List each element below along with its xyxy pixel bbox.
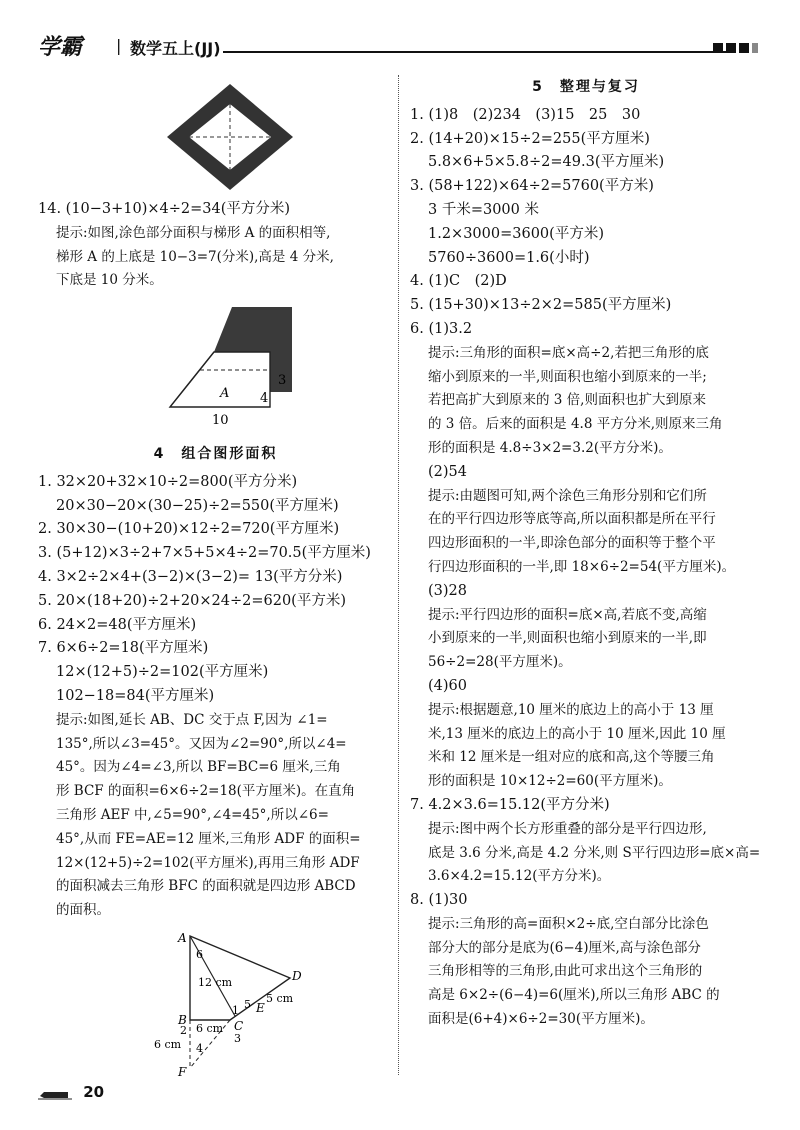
hint-line: 提示:三角形的高=面积×2÷底,空白部分比涂色 [428, 915, 709, 932]
label-angle-1: 1 [232, 1004, 239, 1017]
right-column [410, 70, 762, 1032]
label-C: C [234, 1019, 244, 1033]
answer-line: 6. 24×2=48(平方厘米) [38, 616, 197, 633]
answer-line: 6. (1)3.2 [410, 320, 473, 337]
q7-hint-line: 三角形 AEF 中,∠5=90°,∠4=45°,所以∠6= [56, 806, 329, 823]
hint-line: 缩小到原来的一半,则面积也缩小到原来的一半; [428, 368, 707, 385]
label-B: B [178, 1013, 187, 1027]
label-D: D [292, 969, 302, 983]
hint-line: 高是 6×2÷(6−4)=6(厘米),所以三角形 ABC 的 [428, 987, 720, 1004]
answer-line: (4)60 [428, 677, 467, 694]
label-angle-3: 3 [234, 1032, 241, 1045]
page-number: 20 [83, 1083, 105, 1101]
q7-hint-line: 形 BCF 的面积=6×6÷2=18(平方厘米)。在直角 [56, 783, 356, 800]
answer-line: 2. 30×30−(10+20)×12÷2=720(平方厘米) [38, 521, 340, 538]
answer-line: 5760÷3600=1.6(小时) [428, 249, 590, 266]
hint-line: 行四边形面积的一半,即 18×6÷2=54(平方厘米)。 [428, 558, 736, 575]
hint-line: 米,13 厘米的底边上的高小于 10 厘米,因此 10 厘 [428, 725, 726, 742]
answer-line: 1.2×3000=3600(平方米) [428, 225, 604, 242]
hint-line: 提示:由题图可知,两个涂色三角形分别和它们所 [428, 487, 707, 504]
answer-line: 3. (58+122)×64÷2=5760(平方米) [410, 178, 654, 195]
hint-line: 面积是(6+4)×6÷2=30(平方厘米)。 [428, 1011, 654, 1028]
book-title: 数学五上(JJ) [130, 39, 221, 58]
right-items [410, 104, 762, 1032]
hint-line: 56÷2=28(平方厘米)。 [428, 654, 572, 671]
answer-line: 8. (1)30 [410, 892, 468, 909]
q7-hint-line: 提示:如图,延长 AB、DC 交于点 F,因为 ∠1= [56, 711, 328, 728]
label-3: 3 [278, 373, 287, 388]
label-angle-4: 4 [196, 1042, 203, 1055]
hint-line: 部分大的部分是底为(6−4)厘米,高与涂色部分 [428, 939, 701, 956]
answer-line: 5. (15+30)×13÷2×2=585(平方厘米) [410, 297, 672, 314]
answer-line: 7. 4.2×3.6=15.12(平方分米) [410, 796, 610, 813]
label-F: F [178, 1065, 187, 1078]
hint-line: 底是 3.6 分米,高是 4.2 分米,则 S平行四边形=底×高= [428, 844, 761, 861]
answer-line: (3)28 [428, 582, 467, 599]
label-12cm: 12 cm [198, 976, 233, 989]
q7-hint-line: 135°,所以∠3=45°。又因为∠2=90°,所以∠4= [56, 735, 347, 752]
figure-trapezoid [160, 302, 310, 432]
q14-hint-line: 提示:如图,涂色部分面积与梯形 A 的面积相等, [56, 224, 331, 241]
label-angle-6: 6 [196, 948, 203, 961]
left-column-main [38, 437, 393, 923]
hint-line: 在的平行四边形等底等高,所以面积都是所在平行 [428, 511, 716, 528]
hint-line: 小到原来的一半,则面积也缩小到原来的一半,即 [428, 630, 707, 647]
header-separator: | [116, 36, 122, 55]
hint-line: 提示:根据题意,10 厘米的底边上的高小于 13 厘 [428, 701, 714, 718]
q7-hint-line: 的面积减去三角形 BFC 的面积就是四边形 ABCD [56, 878, 356, 895]
header-blocks [713, 43, 758, 53]
answer-line: 3. (5+12)×3÷2+7×5+5×4÷2=70.5(平方厘米) [38, 545, 371, 562]
hint-line: 3.6×4.2=15.12(平方分米)。 [428, 868, 611, 885]
label-6cm-bf: 6 cm [154, 1038, 182, 1051]
answer-line: 5.8×6+5×5.8÷2=49.3(平方厘米) [428, 154, 665, 171]
answer-line: 1. (1)8 (2)234 (3)15 25 30 [410, 106, 641, 123]
column-divider [398, 75, 399, 1075]
answer-line: 3 千米=3000 米 [428, 201, 539, 218]
answer-line: 12×(12+5)÷2=102(平方厘米) [56, 664, 269, 681]
label-5cm: 5 cm [266, 992, 294, 1005]
hint-line: 三角形相等的三角形,由此可求出这个三角形的 [428, 963, 703, 980]
hint-line: 提示:平行四边形的面积=底×高,若底不变,高缩 [428, 606, 707, 623]
q7-hint-line: 45°。因为∠4=∠3,所以 BF=BC=6 厘米,三角 [56, 759, 341, 776]
label-angle-5: 5 [244, 998, 251, 1011]
label-E: E [256, 1001, 265, 1015]
q14-hint-line: 下底是 10 分米。 [56, 272, 163, 289]
section-5-title: 5 整理与复习 [532, 79, 640, 95]
hint-line: 提示:三角形的面积=底×高÷2,若把三角形的底 [428, 344, 709, 361]
q7-hint-line: 12×(12+5)÷2=102(平方厘米),再用三角形 ADF [56, 854, 360, 871]
label-a: A [220, 386, 230, 401]
figure-quadrilateral [150, 928, 310, 1078]
hint-line: 形的面积是 4.8÷3×2=3.2(平方分米)。 [428, 439, 672, 456]
answer-line: 5. 20×(18+20)÷2+20×24÷2=620(平方米) [38, 592, 346, 609]
q14-answer: 14. (10−3+10)×4÷2=34(平方分米) [38, 201, 291, 217]
pencil-icon [38, 1086, 72, 1100]
label-4: 4 [260, 391, 269, 406]
hint-line: 米和 12 厘米是一组对应的底和高,这个等腰三角 [428, 749, 715, 766]
answer-line: (2)54 [428, 463, 467, 480]
header-rule [223, 51, 728, 53]
hint-line: 若把高扩大到原来的 3 倍,则面积也扩大到原来 [428, 392, 706, 409]
answer-line: 4. (1)C (2)D [410, 273, 507, 290]
label-angle-2: 2 [180, 1024, 187, 1037]
hint-line: 四边形面积的一半,即涂色部分的面积等于整个平 [428, 535, 716, 552]
q7-hint-line: 45°,从而 FE=AE=12 厘米,三角形 ADF 的面积= [56, 830, 361, 847]
answer-line: 2. (14+20)×15÷2=255(平方厘米) [410, 130, 650, 147]
page-footer [38, 1083, 104, 1101]
hint-line: 形的面积是 10×12÷2=60(平方厘米)。 [428, 773, 672, 790]
answer-line: 20×30−20×(30−25)÷2=550(平方厘米) [56, 497, 339, 514]
answer-line: 4. 3×2÷2×4+(3−2)×(3−2)= 13(平方分米) [38, 568, 343, 585]
left-column-top [38, 198, 388, 293]
answer-line: 102−18=84(平方厘米) [56, 687, 215, 704]
label-10: 10 [212, 413, 229, 428]
hint-line: 提示:图中两个长方形重叠的部分是平行四边形, [428, 820, 707, 837]
q7-hint-line: 的面积。 [56, 902, 110, 919]
label-A: A [178, 931, 187, 945]
section-4-title: 4 组合图形面积 [153, 446, 278, 462]
hint-line: 的 3 倍。后来的面积是 4.8 平方分米,则原来三角 [428, 416, 723, 433]
answer-line: 1. 32×20+32×10÷2=800(平方分米) [38, 473, 298, 490]
answer-line: 7. 6×6÷2=18(平方厘米) [38, 640, 209, 657]
q14-hint-line: 梯形 A 的上底是 10−3=7(分米),高是 4 分米, [56, 248, 334, 265]
figure-square-frame [165, 82, 295, 192]
logo: 学霸 [38, 35, 83, 60]
label-6cm-bc: 6 cm [196, 1022, 224, 1035]
page-header [38, 30, 758, 64]
